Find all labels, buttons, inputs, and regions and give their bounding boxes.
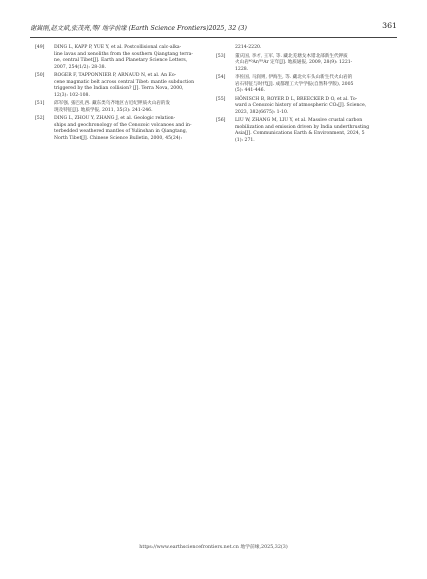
- reference-line: mobilization and emission driven by India underthrusting: [235, 124, 370, 130]
- reference-number: [50]: [35, 73, 45, 78]
- reference-text: [54, 45, 207, 71]
- reference-text: [235, 75, 391, 95]
- reference-line: ne, central Tibet[J]. Earth and Planetary Science Letters,: [54, 58, 188, 63]
- reference-number: [54]: [216, 75, 226, 80]
- reference-entry: [35, 116, 207, 142]
- reference-entry: [35, 45, 207, 71]
- reference-line: LIU W, ZHANG M, LIU Y, et al. Massive crustal carbon: [235, 118, 363, 123]
- reference-line: 董庆国, 李才, 王军, 等. 藏北羌塘戈木错北部新生代钾质: [235, 53, 348, 59]
- reference-column-left: [35, 45, 207, 144]
- reference-number: [55]: [216, 96, 226, 102]
- reference-line: terbedded weathered mantles of Yulinshan in Qiangtang,: [54, 129, 188, 134]
- reference-column-right: [216, 45, 391, 146]
- reference-number: [51]: [35, 101, 45, 106]
- reference-number: [49]: [35, 45, 45, 50]
- reference-text: [54, 73, 207, 99]
- reference-line: DING L, ZHOU Y, ZHANG J, et al. Geologic relation-: [54, 116, 176, 121]
- reference-text: [235, 45, 391, 52]
- reference-entry: [216, 118, 391, 144]
- reference-line: ROGER F, TAPPONNIER P, ARNAUD N, et al. An Eo-: [54, 73, 177, 78]
- reference-entry: [216, 97, 391, 117]
- reference-line: 现及特征[J]. 地质学报, 2011, 35(3): 241-246.: [54, 107, 153, 113]
- reference-line: 12(3): 102-108.: [54, 92, 90, 98]
- reference-line: 火山岩⁴⁰Ar/³⁹Ar 定年[J]. 地质通报, 2009, 28(9): 1221-: [235, 60, 353, 65]
- reference-line: 2007, 254(1/2): 28-38.: [54, 64, 107, 70]
- reference-text: [54, 116, 207, 142]
- reference-line: (5): 441-446.: [235, 88, 266, 93]
- reference-line: 2214-2220.: [235, 45, 262, 50]
- reference-line: North Tibet[J]. Chinese Science Bulletin, 2000, 45(24):: [54, 135, 183, 141]
- reference-line: cene magmatic belt across central Tibet: mantle subduction: [54, 79, 195, 85]
- reference-entry: [35, 73, 207, 99]
- reference-line: (1): 271.: [235, 137, 255, 143]
- reference-line: ward a Cenozoic history of atmospheric CO₂[J]. Science,: [235, 103, 367, 108]
- running-header: [30, 21, 397, 38]
- reference-line: ships and geochronology of the Cenozoic volcanoes and in-: [54, 122, 192, 128]
- reference-line: Asia[J]. Communications Earth & Environment, 2024, 5: [235, 131, 365, 136]
- reference-line: line lavas and xenoliths from the southern Qiangtang terra-: [54, 51, 193, 57]
- reference-line: triggered by the Indian collision? [J]. Terra Nova, 2000,: [54, 86, 184, 91]
- reference-entry: [35, 101, 207, 114]
- reference-number: [52]: [35, 116, 45, 121]
- page-footer: https://www.earthsciencefrontiers.net.cn 地学前缘,2025,32(3): [139, 545, 288, 550]
- reference-text: [235, 118, 391, 144]
- reference-text: [235, 97, 391, 117]
- reference-entry: [216, 45, 391, 52]
- reference-number: [53]: [216, 53, 226, 59]
- reference-number: [56]: [216, 118, 226, 123]
- reference-entry: [216, 54, 391, 74]
- reference-entry: [216, 75, 391, 95]
- reference-line: 岩石特征与时代[J]. 成都理工大学学报(自然科学版), 2005: [235, 81, 354, 87]
- reference-line: 2023, 382(6675): 1-10.: [235, 109, 289, 115]
- header-citation: 谢嵩刚,赵文斌,张茂亮,等/ 地学前缘 (Earth Science Frontiers)2025, 32 (3): [30, 25, 247, 32]
- reference-line: 1228.: [235, 66, 249, 72]
- reference-line: 李佐国, 马润则, 伊海生, 等. 藏北火车头山新生代火山岩的: [235, 75, 353, 80]
- reference-text: [54, 101, 207, 114]
- reference-text: [235, 54, 391, 74]
- reference-line: HÖNISCH B, ROYER D L, BREECKER D O, et al. To-: [235, 96, 358, 102]
- reference-line: DING L, KAPP P, YUE Y, et al. Postcollisional calc-alka-: [54, 45, 182, 50]
- reference-line: 邱军强, 張巴扎西. 藏东类乌齐地区古近纪钾质火山岩的发: [54, 101, 171, 106]
- page-number: 361: [382, 21, 397, 30]
- reference-number: [216, 45, 235, 52]
